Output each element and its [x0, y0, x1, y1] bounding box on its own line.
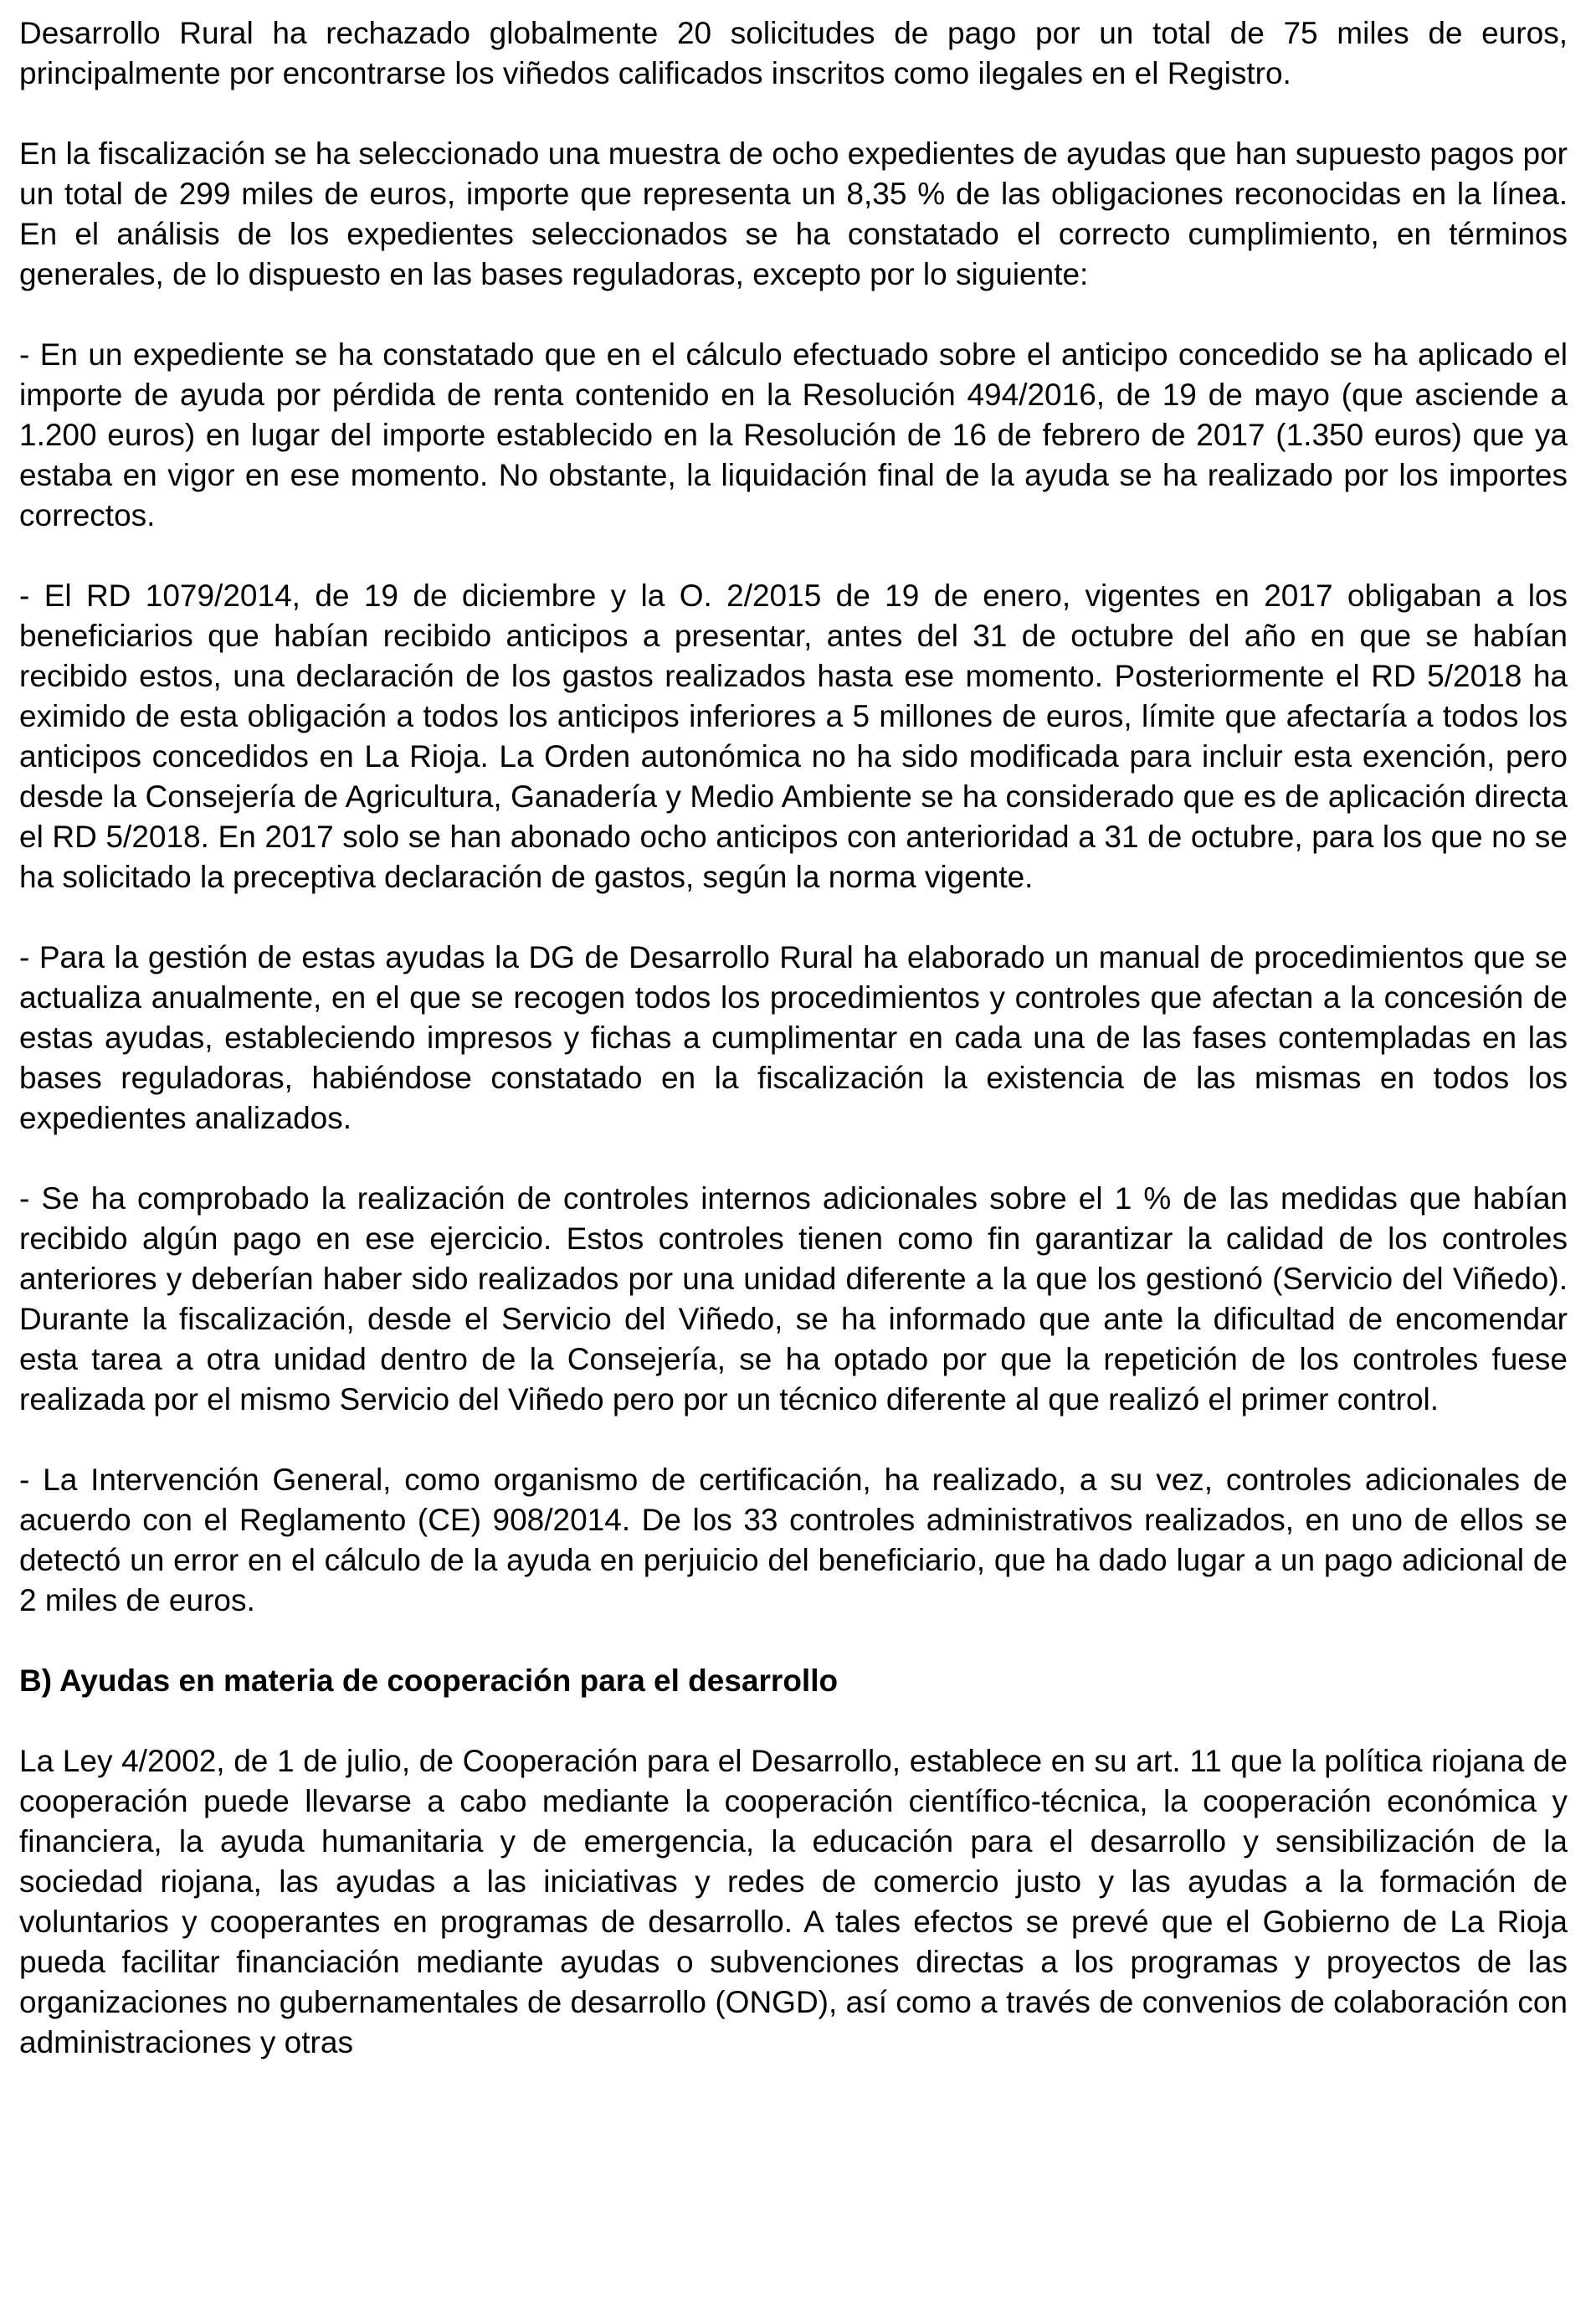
paragraph-anticipo-calculation: - En un expediente se ha constatado que en el cálculo efectuado sobre el anticipo concedido se ha aplicado el importe de ayuda por pérdida de renta contenido en la Resolución 494/2016, de 19 de mayo (que asciende a 1.200 euros) en lugar del importe establecido en la Resolución de 16 de febrero de 2017 (1.350 euros) que ya estaba en vigor en ese momento. No obstante, la liquidación final de la ayuda se ha realizado por los importes correctos. — [19, 337, 1568, 532]
paragraph-intervencion-general: - La Intervención General, como organismo de certificación, ha realizado, a su vez, controles adicionales de acuerdo con el Reglamento (CE) 908/2014. De los 33 controles administrativos realizados, en uno de ellos se detectó un error en el cálculo de la ayuda en perjuicio del beneficiario, que ha dado lugar a un pago adicional de 2 miles de euros. — [19, 1463, 1568, 1617]
paragraph-sample-selection: En la fiscalización se ha seleccionado una muestra de ocho expedientes de ayudas que han supuesto pagos por un total de 299 miles de euros, importe que representa un 8,35 % de las obligaciones reconocidas en la línea. En el análisis de los expedientes seleccionados se ha constatado el correcto cumplimiento, en términos generales, de lo dispuesto en las bases reguladoras, excepto por lo siguiente: — [19, 136, 1568, 291]
document-body — [19, 13, 1568, 2063]
paragraph-expense-declaration: - El RD 1079/2014, de 19 de diciembre y la O. 2/2015 de 19 de enero, vigentes en 2017 obligaban a los beneficiarios que habían recibido anticipos a presentar, antes del 31 de octubre del año en que se habían recibido estos, una declaración de los gastos realizados hasta ese momento. Posteriormente el RD 5/2018 ha eximido de esta obligación a todos los anticipos inferiores a 5 millones de euros, límite que afectaría a todos los anticipos concedidos en La Rioja. La Orden autonómica no ha sido modificada para incluir esta exención, pero desde la Consejería de Agricultura, Ganadería y Medio Ambiente se ha considerado que es de aplicación directa el RD 5/2018. En 2017 solo se han abonado ocho anticipos con anterioridad a 31 de octubre, para los que no se ha solicitado la preceptiva declaración de gastos, según la norma vigente. — [19, 578, 1568, 894]
paragraph-rejected-requests: Desarrollo Rural ha rechazado globalmente 20 solicitudes de pago por un total de 75 miles de euros, principalmente por encontrarse los viñedos calificados inscritos como ilegales en el Registro. — [19, 16, 1568, 90]
paragraph-internal-controls: - Se ha comprobado la realización de controles internos adicionales sobre el 1 % de las medidas que habían recibido algún pago en ese ejercicio. Estos controles tienen como fin garantizar la calidad de los controles anteriores y deberían haber sido realizados por una unidad diferente a la que los gestionó (Servicio del Viñedo). Durante la fiscalización, desde el Servicio del Viñedo, se ha informado que ante la dificultad de encomendar esta tarea a otra unidad dentro de la Consejería, se ha optado por que la repetición de los controles fuese realizada por el mismo Servicio del Viñedo pero por un técnico diferente al que realizó el primer control. — [19, 1181, 1568, 1417]
paragraph-procedures-manual: - Para la gestión de estas ayudas la DG de Desarrollo Rural ha elaborado un manual de procedimientos que se actualiza anualmente, en el que se recogen todos los procedimientos y controles que afectan a la concesión de estas ayudas, estableciendo impresos y fichas a cumplimentar en cada una de las fases contempladas en las bases reguladoras, habiéndose constatado en la fiscalización la existencia de las mismas en todos los expedientes analizados. — [19, 940, 1568, 1135]
section-heading-b: B) Ayudas en materia de cooperación para el desarrollo — [19, 1663, 839, 1698]
paragraph-cooperation-law: La Ley 4/2002, de 1 de julio, de Cooperación para el Desarrollo, establece en su art. 11 que la política riojana de cooperación puede llevarse a cabo mediante la cooperación científico-técnica, la cooperación económica y financiera, la ayuda humanitaria y de emergencia, la educación para el desarrollo y sensibilización de la sociedad riojana, las ayudas a las iniciativas y redes de comercio justo y las ayudas a la formación de voluntarios y cooperantes en programas de desarrollo. A tales efectos se prevé que el Gobierno de La Rioja pueda facilitar financiación mediante ayudas o subvenciones directas a los programas y proyectos de las organizaciones no gubernamentales de desarrollo (ONGD), así como a través de convenios de colaboración con administraciones y otras — [19, 1744, 1568, 2059]
